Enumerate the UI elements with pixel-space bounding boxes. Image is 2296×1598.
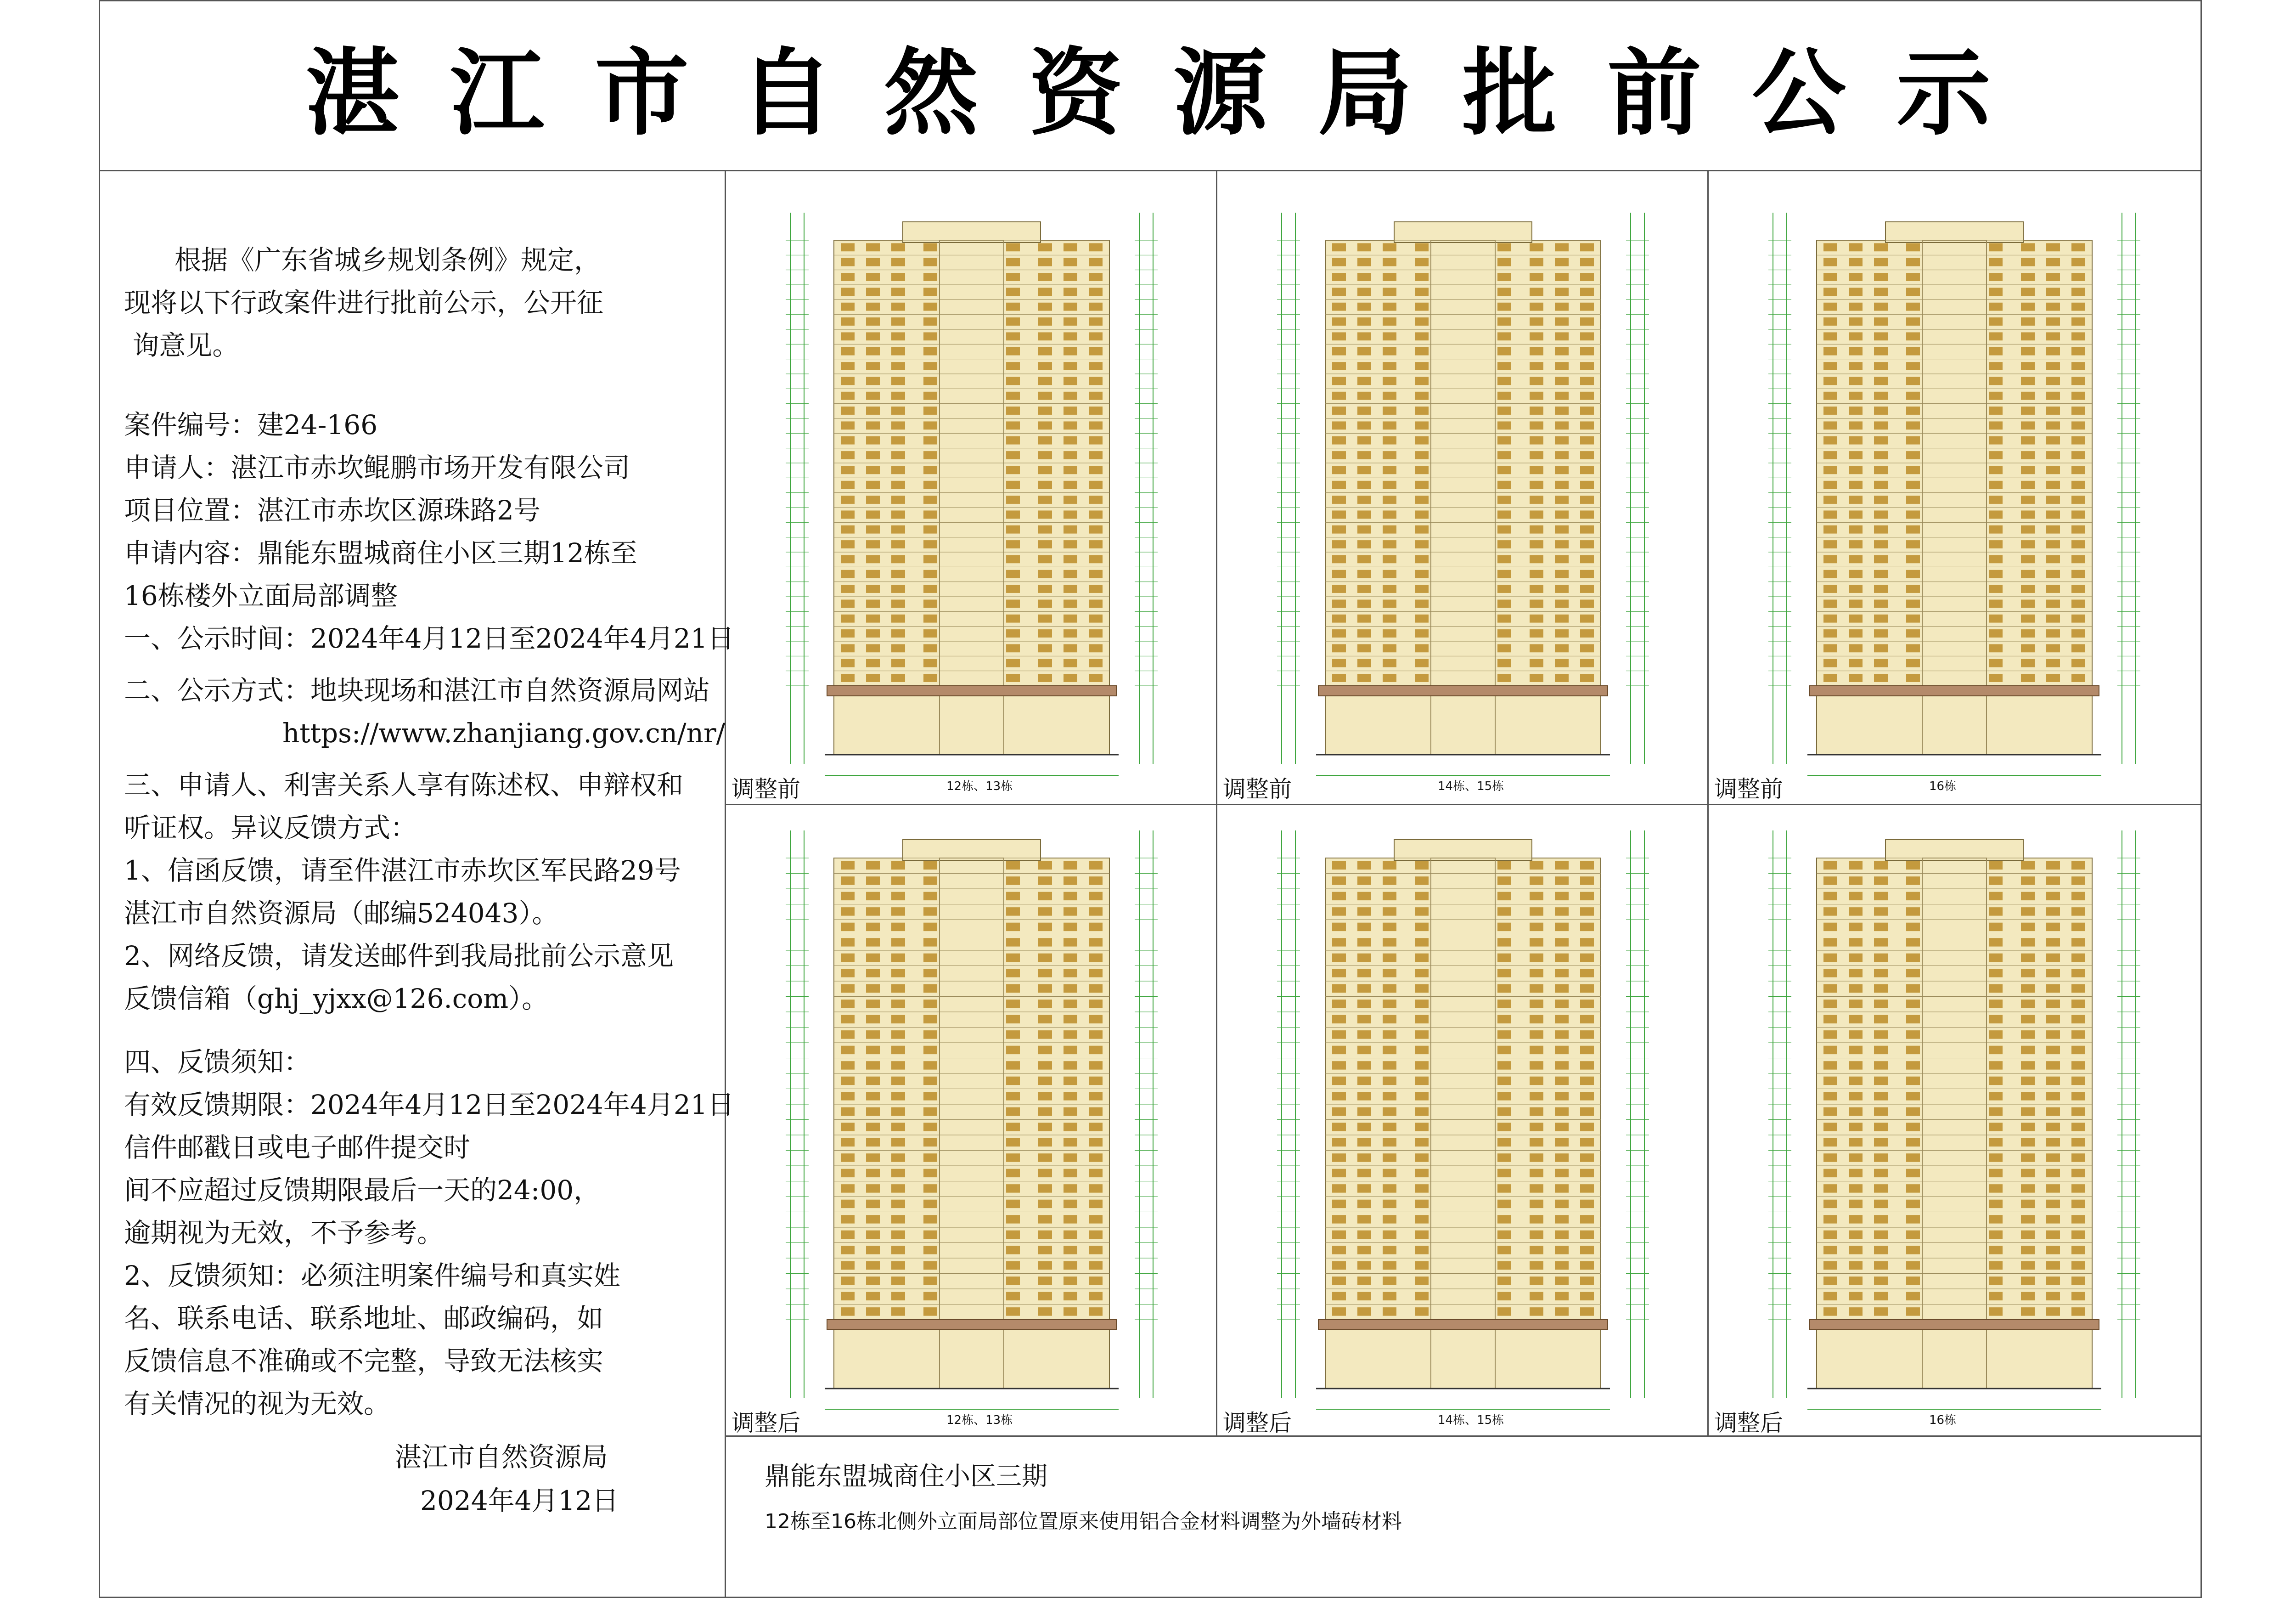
elevation-panel [726,805,1217,1441]
building-name: 14栋、15栋 [1438,779,1504,793]
building-name: 16栋 [1929,1413,1957,1427]
change-description: 12栋至16栋北侧外立面局部位置原来使用铝合金材料调整为外墙砖材料 [765,1510,1402,1533]
notice-text [124,239,734,1425]
building-name: 12栋、13栋 [946,779,1013,793]
applicant: 申请人：湛江市赤坎鲲鹏市场开发有限公司 [124,452,630,483]
elevation-drawing [1709,805,2200,1441]
elevation-drawing [726,805,1217,1441]
feedback-line: 信件邮戳日或电子邮件提交时 [124,1132,471,1163]
project-location: 项目位置：湛江市赤坎区源珠路2号 [124,495,540,526]
email-line-2: 反馈信箱（ghj_yjxx@126.com）。 [124,983,549,1014]
feedback-line: 2、反馈须知：必须注明案件编号和真实姓 [124,1260,620,1291]
signature-block [395,1435,619,1523]
elevation-panel [1217,171,1709,807]
elevation-drawing [1709,171,2200,807]
elevation-panel [1709,805,2200,1441]
feedback-line: 间不应超过反馈期限最后一天的24:00， [124,1175,601,1206]
notice-period: 一、公示时间：2024年4月12日至2024年4月21日 [124,623,734,654]
feedback-line: 有关情况的视为无效。 [124,1388,391,1419]
intro-line-3: 询意见。 [124,330,239,361]
rights-line-2: 听证权。异议反馈方式： [124,812,417,843]
building-name: 12栋、13栋 [946,1413,1013,1427]
stage-tag: 调整后 [1714,1410,1783,1436]
feedback-line: 名、联系电话、联系地址、邮政编码，如 [124,1303,604,1334]
notice-method: 二、公示方式：地块现场和湛江市自然资源局网站 [124,675,710,706]
building-name: 16栋 [1929,779,1957,793]
stage-tag: 调整后 [732,1410,800,1436]
signature-org: 湛江市自然资源局 [395,1441,608,1473]
rights-line-1: 三、申请人、利害关系人享有陈述权、申辩权和 [124,769,684,801]
intro-line-1: 根据《广东省城乡规划条例》规定， [174,244,601,276]
elevation-drawing [1217,171,1709,807]
request-content-2: 16栋楼外立面局部调整 [124,580,398,611]
stage-tag: 调整前 [1714,776,1783,802]
building-name: 14栋、15栋 [1438,1413,1504,1427]
feedback-line: 逾期视为无效，不予参考。 [124,1217,444,1248]
case-number: 案件编号：建24-166 [124,409,378,440]
stage-tag: 调整前 [732,776,800,802]
elevation-panel [1709,171,2200,807]
email-line-1: 2、网络反馈，请发送邮件到我局批前公示意见 [124,940,674,971]
elevation-drawing [1217,805,1709,1441]
project-caption: 鼎能东盟城商住小区三期 [765,1462,1047,1491]
feedback-heading: 四、反馈须知： [124,1046,311,1078]
page-title: 湛江市自然资源局批前公示 [305,39,2041,148]
feedback-line: 反馈信息不准确或不完整，导致无法核实 [124,1345,604,1377]
website-link[interactable]: https://www.zhanjiang.gov.cn/nr/ [282,717,726,749]
elevation-panel [726,171,1217,807]
intro-line-2: 现将以下行政案件进行批前公示，公开征 [124,287,604,318]
mail-line-2: 湛江市自然资源局（邮编524043）。 [124,898,559,929]
elevation-panel [1217,805,1709,1441]
request-content-1: 申请内容：鼎能东盟城商住小区三期12栋至 [124,537,637,569]
stage-tag: 调整后 [1223,1410,1292,1436]
feedback-line: 有效反馈期限：2024年4月12日至2024年4月21日 [124,1089,734,1120]
elevation-drawing [726,171,1217,807]
signature-date: 2024年4月12日 [420,1485,619,1516]
mail-line-1: 1、信函反馈，请至件湛江市赤坎区军民路29号 [124,855,681,886]
stage-tag: 调整前 [1223,776,1292,802]
